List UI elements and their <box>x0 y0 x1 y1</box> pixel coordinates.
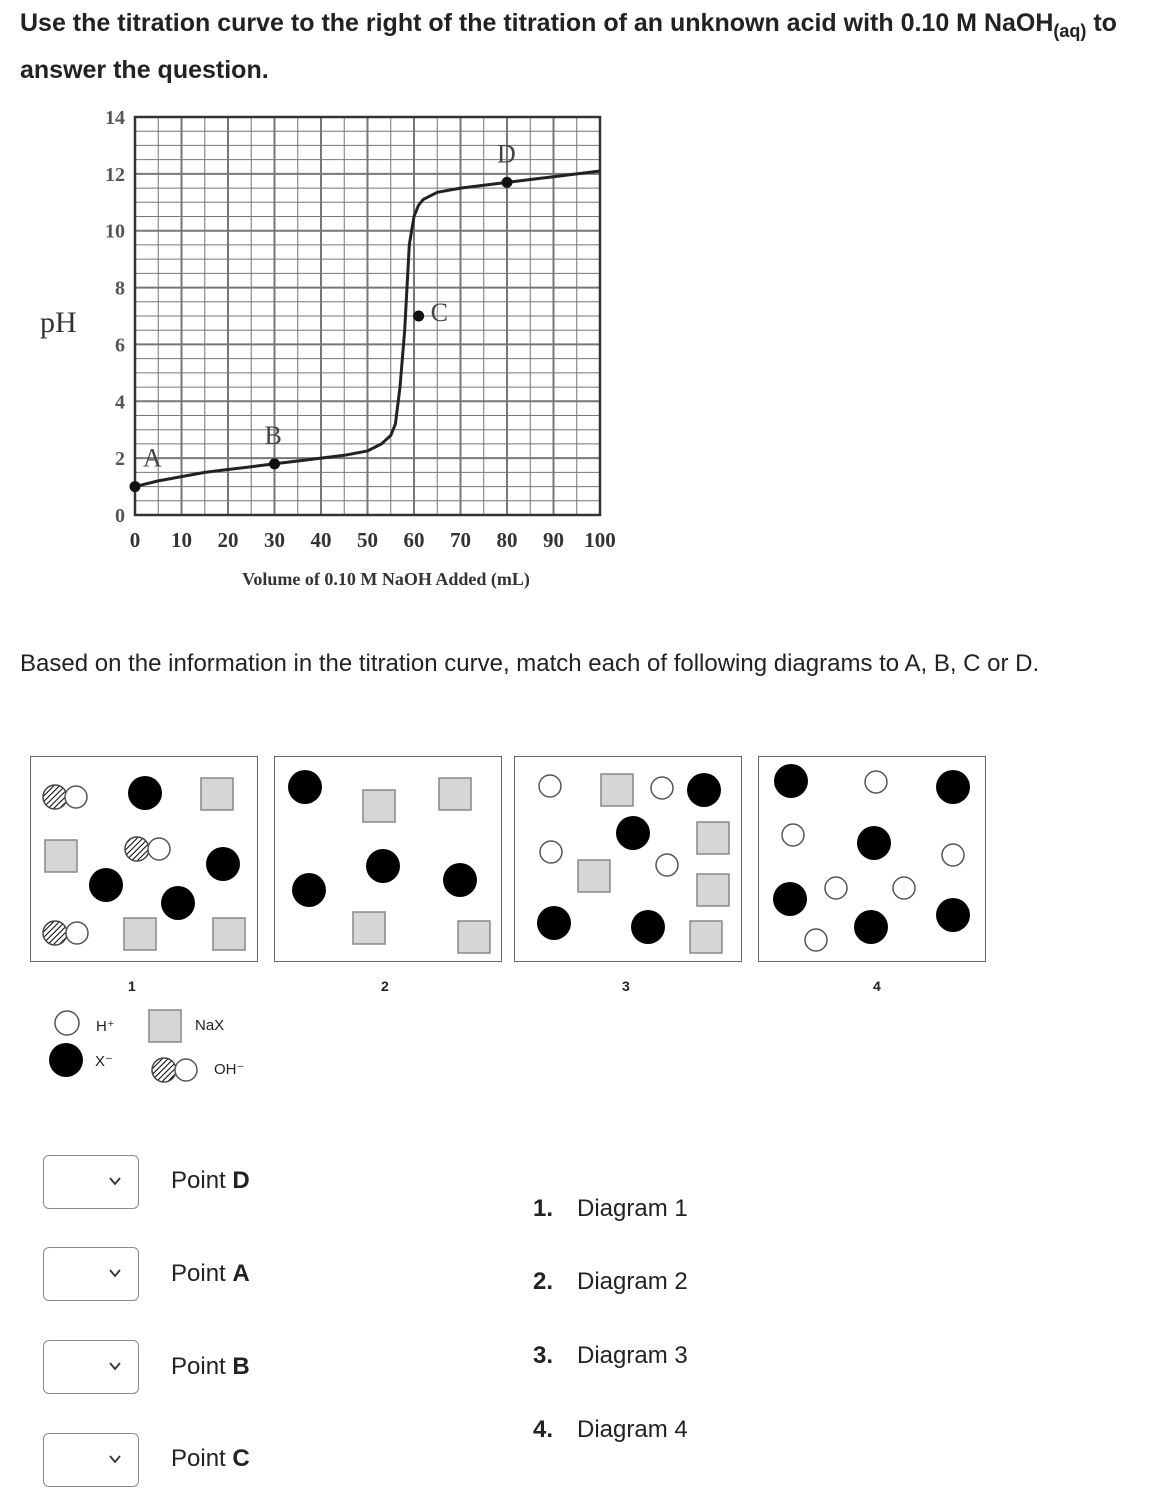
x-tick-label: 20 <box>217 528 239 552</box>
h-plus-particle <box>825 877 847 899</box>
option-number: 1. <box>533 1195 554 1222</box>
point-b-label-text: Point <box>171 1353 233 1380</box>
h-plus-particle <box>893 877 915 899</box>
nax-particle <box>697 874 729 906</box>
x-minus-particle <box>288 770 322 804</box>
legend-oh-minus-label: OH⁻ <box>214 1061 245 1078</box>
x-minus-particle <box>366 849 400 883</box>
match-instruction: Based on the information in the titration curve, match each of following diagrams to A, B, C or D. <box>20 650 1040 677</box>
point-b-marker <box>269 458 280 469</box>
x-minus-particle <box>687 773 721 807</box>
point-c-label-text: Point <box>171 1445 233 1472</box>
option-diagram-1 <box>533 1195 688 1223</box>
h-plus-particle <box>540 841 562 863</box>
question-intro-tail: to answer the question. <box>20 9 1117 84</box>
point-d-marker <box>502 177 513 188</box>
point-c-dropdown[interactable] <box>43 1433 139 1487</box>
option-diagram-3 <box>533 1342 688 1370</box>
chevron-down-icon <box>108 1359 122 1373</box>
diagram-3-number: 3 <box>622 978 630 994</box>
titration-chart <box>20 95 630 605</box>
option-number: 4. <box>533 1416 554 1443</box>
y-axis-label: pH <box>40 306 77 339</box>
nax-particle <box>363 790 395 822</box>
x-minus-particle <box>857 826 891 860</box>
x-tick-label: 60 <box>403 528 425 552</box>
x-minus-particle <box>936 898 970 932</box>
option-text: Diagram 3 <box>577 1342 688 1369</box>
x-minus-particle <box>128 776 162 810</box>
option-number: 2. <box>533 1268 554 1295</box>
legend-h-plus-label: H⁺ <box>96 1018 115 1035</box>
option-number: 3. <box>533 1342 554 1369</box>
nax-particle <box>201 778 233 810</box>
diagram-1-number: 1 <box>128 978 136 994</box>
diagram-3 <box>514 756 742 962</box>
chevron-down-icon <box>108 1452 122 1466</box>
nax-particle <box>353 912 385 944</box>
x-minus-particle <box>616 816 650 850</box>
x-minus-particle <box>774 764 808 798</box>
option-diagram-4 <box>533 1416 688 1444</box>
x-tick-label: 80 <box>496 528 518 552</box>
x-tick-label: 100 <box>584 528 616 552</box>
point-c-label <box>171 1445 250 1473</box>
x-tick-label: 10 <box>171 528 192 552</box>
diagram-4 <box>758 756 986 962</box>
nax-particle <box>690 921 722 953</box>
diagram-2-number: 2 <box>381 978 389 994</box>
nax-particle <box>601 774 633 806</box>
y-tick-label: 14 <box>105 107 125 129</box>
x-minus-particle <box>854 910 888 944</box>
h-plus-particle <box>656 854 678 876</box>
chevron-down-icon <box>108 1266 122 1280</box>
point-b-label: B <box>264 420 282 450</box>
option-diagram-2 <box>533 1268 688 1296</box>
legend-nax-icon <box>149 1010 181 1042</box>
h-plus-particle <box>539 775 561 797</box>
x-axis-label: Volume of 0.10 M NaOH Added (mL) <box>242 569 530 589</box>
point-d-letter: D <box>232 1167 250 1194</box>
question-intro-subscript: (aq) <box>1053 21 1087 41</box>
option-text: Diagram 1 <box>577 1195 688 1222</box>
y-tick-label: 10 <box>105 220 125 243</box>
oh-particle <box>125 837 170 861</box>
point-c-letter: C <box>232 1445 250 1472</box>
x-minus-particle <box>936 770 970 804</box>
x-tick-label: 0 <box>129 528 141 552</box>
x-tick-label: 70 <box>450 528 471 552</box>
question-intro <box>20 4 1130 90</box>
nax-particle <box>697 822 729 854</box>
h-plus-particle <box>805 929 827 951</box>
x-tick-label: 30 <box>264 528 285 552</box>
nax-particle <box>578 860 610 892</box>
nax-particle <box>213 918 245 950</box>
x-minus-particle <box>292 873 326 907</box>
point-b-label <box>171 1353 250 1381</box>
h-plus-particle <box>865 771 887 793</box>
h-plus-particle <box>942 844 964 866</box>
nax-particle <box>439 778 471 810</box>
x-tick-label: 40 <box>310 528 332 552</box>
diagram-2 <box>274 756 502 962</box>
point-a-label-text: Point <box>171 1260 233 1287</box>
y-tick-label: 0 <box>115 505 125 527</box>
question-intro-text: Use the titration curve to the right of the titration of an unknown acid with 0.10 M NaOH <box>20 9 1054 37</box>
point-a-label: A <box>143 443 162 473</box>
y-tick-label: 4 <box>115 391 125 414</box>
x-minus-particle <box>443 863 477 897</box>
x-minus-particle <box>89 868 123 902</box>
point-d-dropdown[interactable] <box>43 1155 139 1209</box>
diagram-4-number: 4 <box>873 978 881 994</box>
legend-nax-label: NaX <box>195 1017 225 1034</box>
point-b-dropdown[interactable] <box>43 1340 139 1394</box>
legend-h-plus-icon <box>55 1011 79 1035</box>
x-tick-label: 90 <box>543 528 564 552</box>
x-minus-particle <box>631 910 665 944</box>
point-d-label <box>171 1167 250 1195</box>
diagram-1 <box>30 756 258 962</box>
point-a-label <box>171 1260 250 1288</box>
point-a-marker <box>130 481 141 492</box>
y-tick-label: 6 <box>115 334 125 357</box>
x-minus-particle <box>773 882 807 916</box>
point-d-label-text: Point <box>171 1167 233 1194</box>
h-plus-particle <box>651 777 673 799</box>
point-c-label: C <box>430 298 448 327</box>
oh-particle <box>43 921 88 945</box>
h-plus-particle <box>782 824 804 846</box>
x-minus-particle <box>161 886 195 920</box>
chevron-down-icon <box>108 1174 122 1188</box>
nax-particle <box>45 840 77 872</box>
point-b-letter: B <box>232 1353 250 1380</box>
x-minus-particle <box>537 906 571 940</box>
point-c-marker <box>413 311 424 322</box>
y-tick-label: 2 <box>115 448 125 471</box>
x-minus-particle <box>206 847 240 881</box>
legend-oh-minus-icon <box>152 1058 197 1082</box>
x-tick-label: 50 <box>357 528 378 552</box>
nax-particle <box>124 918 156 950</box>
legend-x-minus-label: X⁻ <box>95 1053 113 1070</box>
y-tick-label: 12 <box>105 163 125 186</box>
y-tick-label: 8 <box>115 277 125 300</box>
option-text: Diagram 2 <box>577 1268 688 1295</box>
oh-particle <box>43 785 87 809</box>
point-a-dropdown[interactable] <box>43 1247 139 1301</box>
point-a-letter: A <box>232 1260 250 1287</box>
option-text: Diagram 4 <box>577 1416 688 1443</box>
legend-x-minus-icon <box>49 1043 83 1077</box>
point-d-label: D <box>497 139 516 169</box>
nax-particle <box>458 921 490 953</box>
